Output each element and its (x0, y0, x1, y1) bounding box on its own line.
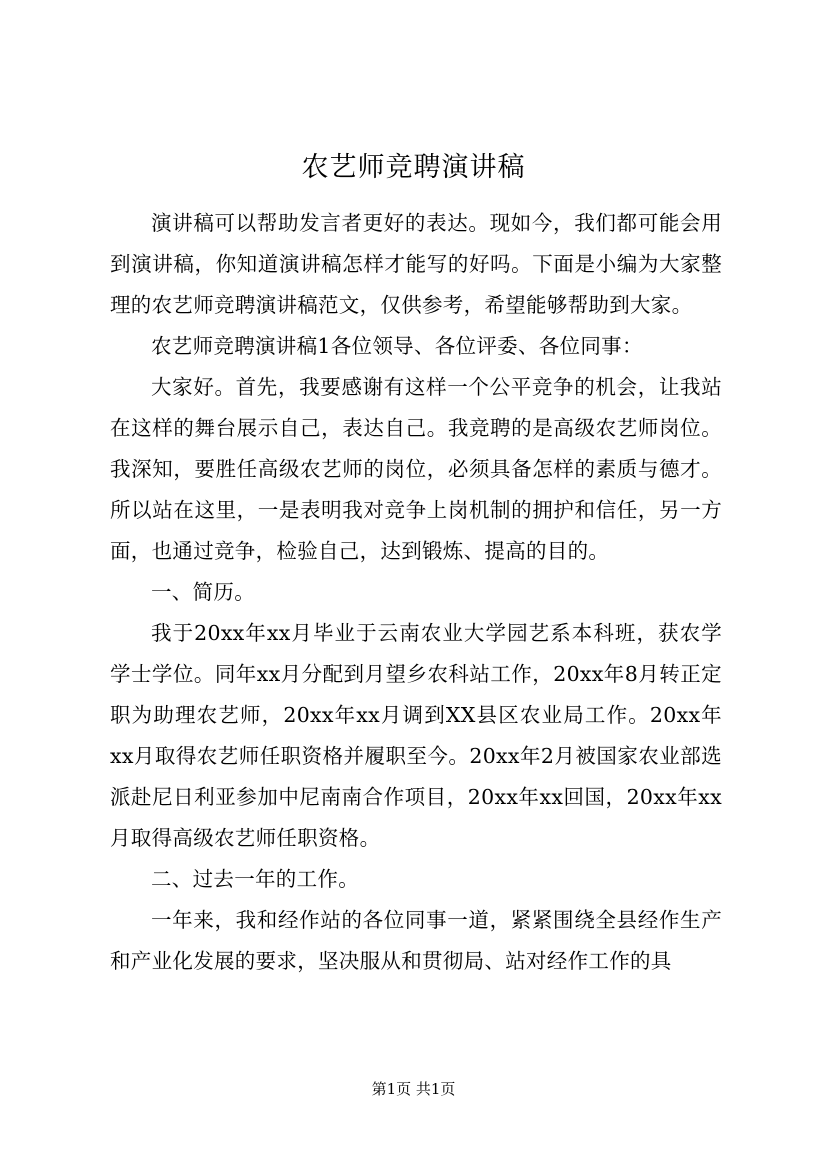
paragraph-past-year: 一年来，我和经作站的各位同事一道，紧紧围绕全县经作生产和产业化发展的要求，坚决服从和贯彻局、站对经作工作的具 (110, 908, 722, 973)
paragraph-greeting: 大家好。首先，我要感谢有这样一个公平竞争的机会，让我站在这样的舞台展示自己，表达自己。我竞聘的是高级农艺师岗位。我深知，要胜任高级农艺师的岗位，必须具备怎样的素质与德才。所以站在这里，一是表明我对竞争上岗机制的拥护和信任，另一方面，也通过竞争，检验自己，达到锻炼、提高的目的。 (110, 375, 722, 563)
section-heading-resume: 一、简历。 (151, 580, 255, 604)
page-footer: 第1页 共1页 (371, 1080, 456, 1098)
paragraph-resume: 我于20xx年xx月毕业于云南农业大学园艺系本科班，获农学学士学位。同年xx月分配到月望乡农科站工作，20xx年8月转正定职为助理农艺师，20xx年xx月调到XX县区农业局工作。20xx年xx月取得农艺师任职资格并履职至今。20xx年2月被国家农业部选派赴尼日利亚参加中尼南南合作项目，20xx年xx回国，20xx年xx月取得高级农艺师任职资格。 (110, 621, 722, 850)
document-body (110, 203, 722, 982)
paragraph-speech-heading: 农艺师竞聘演讲稿1各位领导、各位评委、各位同事： (151, 334, 643, 358)
paragraph-intro: 演讲稿可以帮助发言者更好的表达。现如今，我们都可能会用到演讲稿，你知道演讲稿怎样才能写的好吗。下面是小编为大家整理的农艺师竞聘演讲稿范文，仅供参考，希望能够帮助到大家。 (110, 211, 722, 317)
document-title: 农艺师竞聘演讲稿 (301, 152, 526, 183)
section-heading-past-year: 二、过去一年的工作。 (151, 867, 359, 891)
